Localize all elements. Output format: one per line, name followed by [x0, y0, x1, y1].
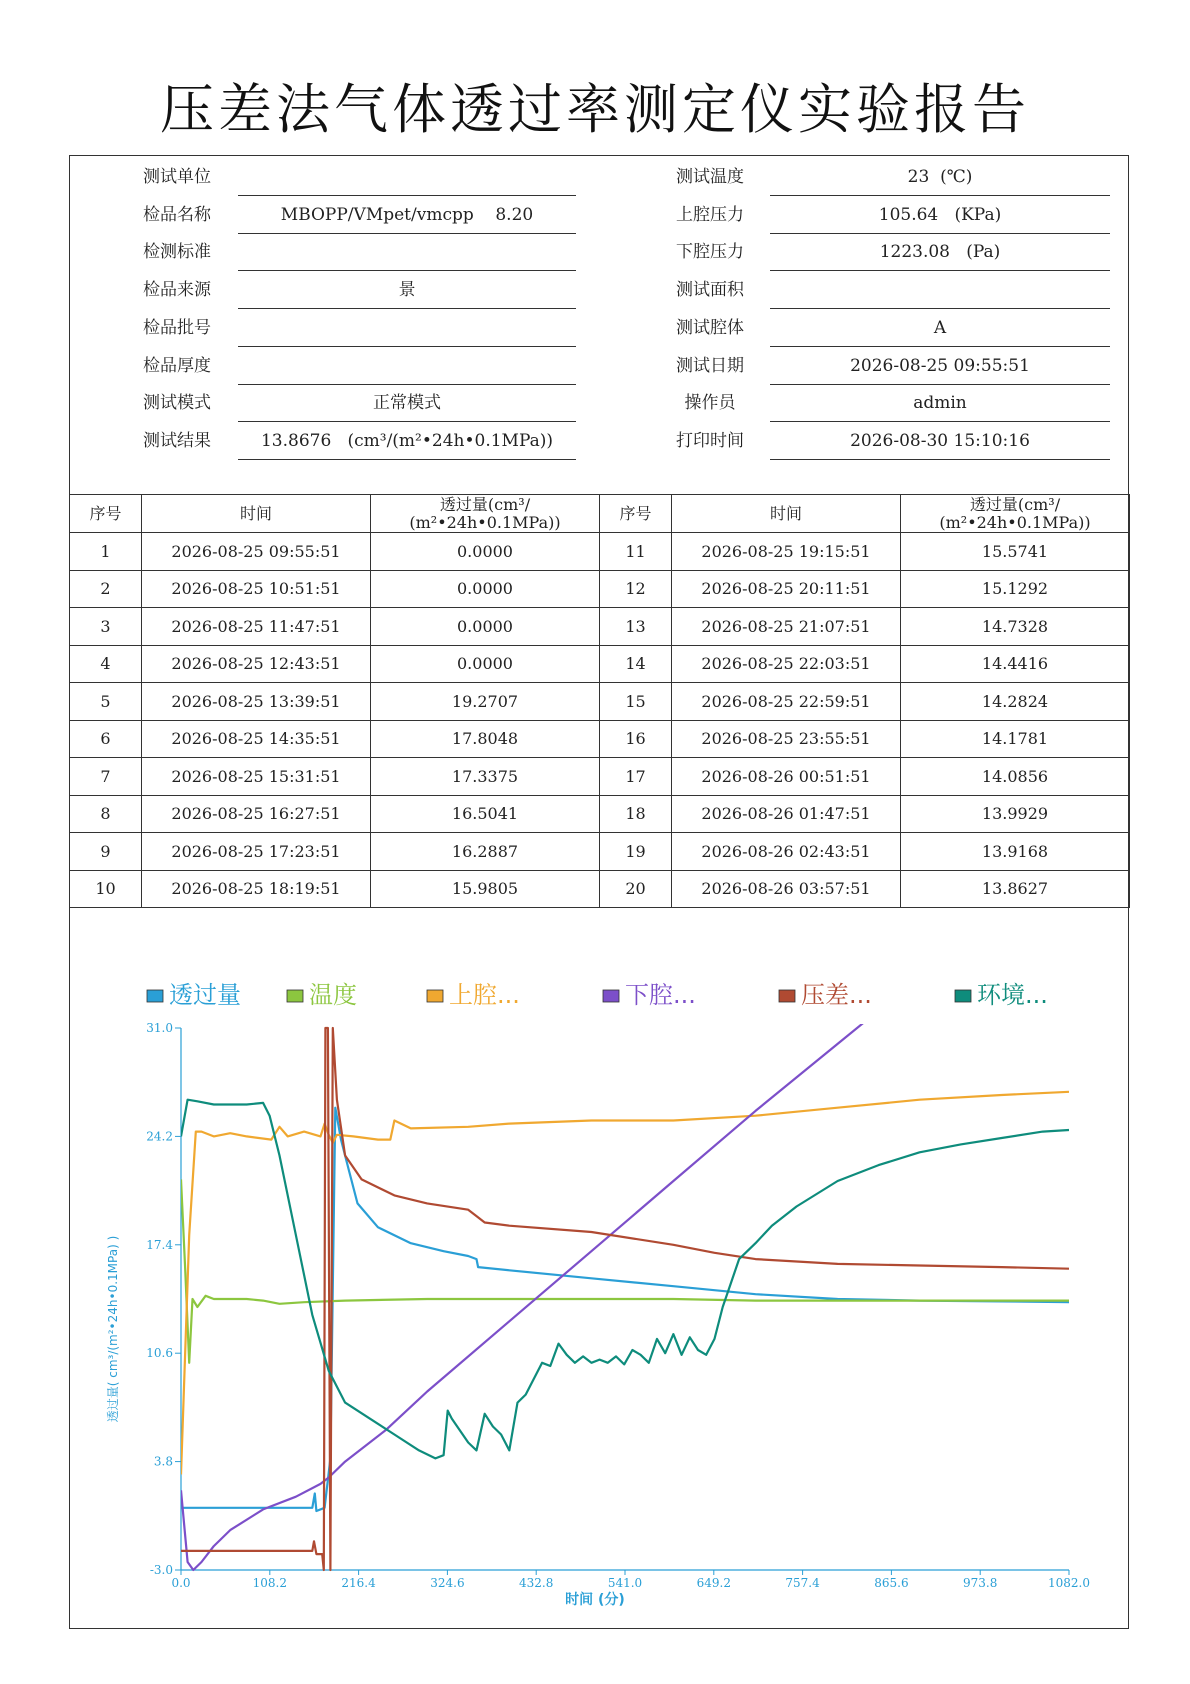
- info-label: 测试模式: [143, 393, 211, 414]
- info-label: 检测标准: [143, 242, 211, 263]
- x-tick-label: 0.0: [171, 1576, 191, 1590]
- table-cell: 2026-08-26 00:51:51: [672, 758, 901, 796]
- table-row: [70, 645, 1130, 683]
- table-body: [70, 533, 1130, 908]
- x-tick-label: 216.4: [341, 1576, 376, 1590]
- table-cell: 2026-08-25 15:31:51: [142, 758, 371, 796]
- info-value: 13.8676 (cm³/(m²•24h•0.1MPa)): [238, 427, 576, 460]
- table-row: [70, 720, 1130, 758]
- table-cell: 15.9805: [371, 870, 600, 908]
- table-cell: 2026-08-25 19:15:51: [672, 533, 901, 571]
- table-cell: 2026-08-26 03:57:51: [672, 870, 901, 908]
- table-cell: 13.9168: [901, 833, 1130, 871]
- table-header-cell: 序号: [600, 495, 672, 533]
- table-cell: 1: [70, 533, 142, 571]
- x-tick-label: 649.2: [696, 1576, 731, 1590]
- table-cell: 4: [70, 645, 142, 683]
- info-value: 景: [238, 276, 576, 309]
- table-cell: 2026-08-25 22:59:51: [672, 683, 901, 721]
- chart-legend: [147, 981, 1048, 1009]
- table-cell: 13.8627: [901, 870, 1130, 908]
- info-label: 打印时间: [676, 430, 744, 451]
- table-cell: 2026-08-25 12:43:51: [142, 645, 371, 683]
- table-cell: 2026-08-25 17:23:51: [142, 833, 371, 871]
- x-tick-label: 757.4: [785, 1576, 820, 1590]
- table-cell: 2026-08-26 01:47:51: [672, 795, 901, 833]
- info-value: 正常模式: [238, 389, 576, 422]
- table-cell: 20: [600, 870, 672, 908]
- table-cell: 0.0000: [371, 570, 600, 608]
- legend-swatch: [603, 990, 619, 1002]
- permeation-chart: [69, 910, 1129, 1628]
- table-cell: 8: [70, 795, 142, 833]
- y-axis-label: 透过量( cm³/(m²•24h•0.1MPa) ): [106, 1235, 120, 1423]
- info-label: 下腔压力: [676, 242, 744, 263]
- table-cell: 0.0000: [371, 533, 600, 571]
- table-cell: 2026-08-25 11:47:51: [142, 608, 371, 646]
- table-header-cell: 序号: [70, 495, 142, 533]
- table-cell: 2026-08-25 20:11:51: [672, 570, 901, 608]
- table-cell: 16.5041: [371, 795, 600, 833]
- table-cell: 13: [600, 608, 672, 646]
- table-cell: 15: [600, 683, 672, 721]
- table-cell: 14.4416: [901, 645, 1130, 683]
- legend-swatch: [147, 990, 163, 1002]
- table-cell: 2026-08-25 16:27:51: [142, 795, 371, 833]
- info-label: 检品名称: [143, 204, 211, 225]
- table-cell: 3: [70, 608, 142, 646]
- table-cell: 9: [70, 833, 142, 871]
- table-row: [70, 683, 1130, 721]
- info-value: [238, 352, 576, 385]
- table-cell: 2026-08-25 14:35:51: [142, 720, 371, 758]
- table-cell: 14.2824: [901, 683, 1130, 721]
- plot-area: [181, 910, 1069, 1570]
- x-axis-label: 时间 (分): [565, 1592, 625, 1608]
- table-cell: 19.2707: [371, 683, 600, 721]
- x-tick-label: 865.6: [874, 1576, 909, 1590]
- info-label: 测试单位: [143, 167, 211, 187]
- table-cell: 16.2887: [371, 833, 600, 871]
- info-label: 测试日期: [676, 355, 744, 376]
- table-cell: 2026-08-25 13:39:51: [142, 683, 371, 721]
- legend-swatch: [779, 990, 795, 1002]
- legend-label: 下腔...: [625, 981, 696, 1009]
- table-row: [70, 570, 1130, 608]
- table-header-cell: 透过量(cm³/ (m²•24h•0.1MPa)): [371, 495, 600, 533]
- info-label: 检品厚度: [143, 355, 211, 376]
- table-cell: 17.3375: [371, 758, 600, 796]
- info-value: 2026-08-25 09:55:51: [770, 352, 1110, 385]
- info-label: 测试面积: [676, 280, 744, 301]
- x-tick-label: 324.6: [430, 1576, 465, 1590]
- table-row: [70, 608, 1130, 646]
- table-cell: 17: [600, 758, 672, 796]
- table-cell: 15.5741: [901, 533, 1130, 571]
- legend-swatch: [427, 990, 443, 1002]
- table-header-row: [70, 495, 1130, 533]
- legend-label: 温度: [309, 981, 357, 1009]
- info-value: 23 (℃): [770, 163, 1110, 196]
- table-cell: 2026-08-25 21:07:51: [672, 608, 901, 646]
- x-tick-label: 432.8: [519, 1576, 554, 1590]
- table-cell: 2: [70, 570, 142, 608]
- series-line-6: [181, 1100, 1069, 1459]
- legend-label: 环境...: [977, 981, 1048, 1009]
- table-row: [70, 870, 1130, 908]
- legend-swatch: [287, 990, 303, 1002]
- table-cell: 5: [70, 683, 142, 721]
- info-label: 测试结果: [143, 430, 211, 451]
- y-tick-label: 17.4: [146, 1237, 173, 1252]
- legend-label: 压差...: [801, 981, 872, 1009]
- info-value: 2026-08-30 15:10:16: [770, 427, 1110, 460]
- table-header-cell: 时间: [142, 495, 371, 533]
- info-label: 上腔压力: [676, 204, 744, 225]
- info-value: 105.64 (KPa): [770, 201, 1110, 234]
- series-line-2: [181, 1179, 1069, 1362]
- table-cell: 6: [70, 720, 142, 758]
- table-cell: 12: [600, 570, 672, 608]
- y-tick-label: 10.6: [146, 1346, 173, 1361]
- info-value: admin: [770, 389, 1110, 422]
- y-tick-label: 24.2: [146, 1129, 173, 1144]
- report-title: 压差法气体透过率测定仪实验报告: [160, 78, 1030, 141]
- table-cell: 2026-08-26 02:43:51: [672, 833, 901, 871]
- info-value: [238, 314, 576, 347]
- info-value: [238, 163, 576, 196]
- x-tick-label: 1082.0: [1048, 1576, 1090, 1590]
- table-cell: 14.0856: [901, 758, 1130, 796]
- info-label: 操作员: [684, 393, 736, 414]
- table-cell: 14.1781: [901, 720, 1130, 758]
- table-cell: 10: [70, 870, 142, 908]
- info-value: A: [770, 314, 1110, 347]
- table-cell: 7: [70, 758, 142, 796]
- info-label: 测试温度: [676, 167, 744, 187]
- table-cell: 15.1292: [901, 570, 1130, 608]
- table-cell: 2026-08-25 10:51:51: [142, 570, 371, 608]
- table-row: [70, 833, 1130, 871]
- y-tick-label: 31.0: [146, 1021, 173, 1035]
- info-label: 测试腔体: [676, 317, 744, 338]
- table-row: [70, 795, 1130, 833]
- info-label: 检品来源: [143, 280, 211, 301]
- results-table: [69, 494, 1130, 908]
- table-cell: 2026-08-25 18:19:51: [142, 870, 371, 908]
- table-cell: 11: [600, 533, 672, 571]
- x-tick-label: 108.2: [252, 1576, 287, 1590]
- x-tick-label: 973.8: [963, 1576, 998, 1590]
- table-cell: 16: [600, 720, 672, 758]
- legend-label: 透过量: [169, 981, 241, 1009]
- info-value: [238, 238, 576, 271]
- table-row: [70, 758, 1130, 796]
- y-tick-label: 3.8: [153, 1454, 173, 1469]
- table-cell: 17.8048: [371, 720, 600, 758]
- legend-swatch: [955, 990, 971, 1002]
- series-line-4: [181, 910, 1069, 1570]
- table-cell: 0.0000: [371, 608, 600, 646]
- table-cell: 2026-08-25 23:55:51: [672, 720, 901, 758]
- table-cell: 14.7328: [901, 608, 1130, 646]
- table-cell: 18: [600, 795, 672, 833]
- x-tick-label: 541.0: [607, 1576, 643, 1590]
- table-cell: 0.0000: [371, 645, 600, 683]
- table-cell: 2026-08-25 22:03:51: [672, 645, 901, 683]
- table-cell: 2026-08-25 09:55:51: [142, 533, 371, 571]
- table-header-cell: 透过量(cm³/ (m²•24h•0.1MPa)): [901, 495, 1130, 533]
- table-row: [70, 533, 1130, 571]
- info-label: 检品批号: [143, 317, 211, 338]
- info-value: MBOPP/VMpet/vmcpp 8.20: [238, 201, 576, 234]
- table-header-cell: 时间: [672, 495, 901, 533]
- table-cell: 19: [600, 833, 672, 871]
- series-line-1: [181, 1108, 1069, 1511]
- table-cell: 14: [600, 645, 672, 683]
- info-value: 1223.08 (Pa): [770, 238, 1110, 271]
- info-value: [770, 276, 1110, 309]
- legend-label: 上腔...: [449, 981, 520, 1009]
- table-cell: 13.9929: [901, 795, 1130, 833]
- y-tick-label: -3.0: [149, 1563, 173, 1577]
